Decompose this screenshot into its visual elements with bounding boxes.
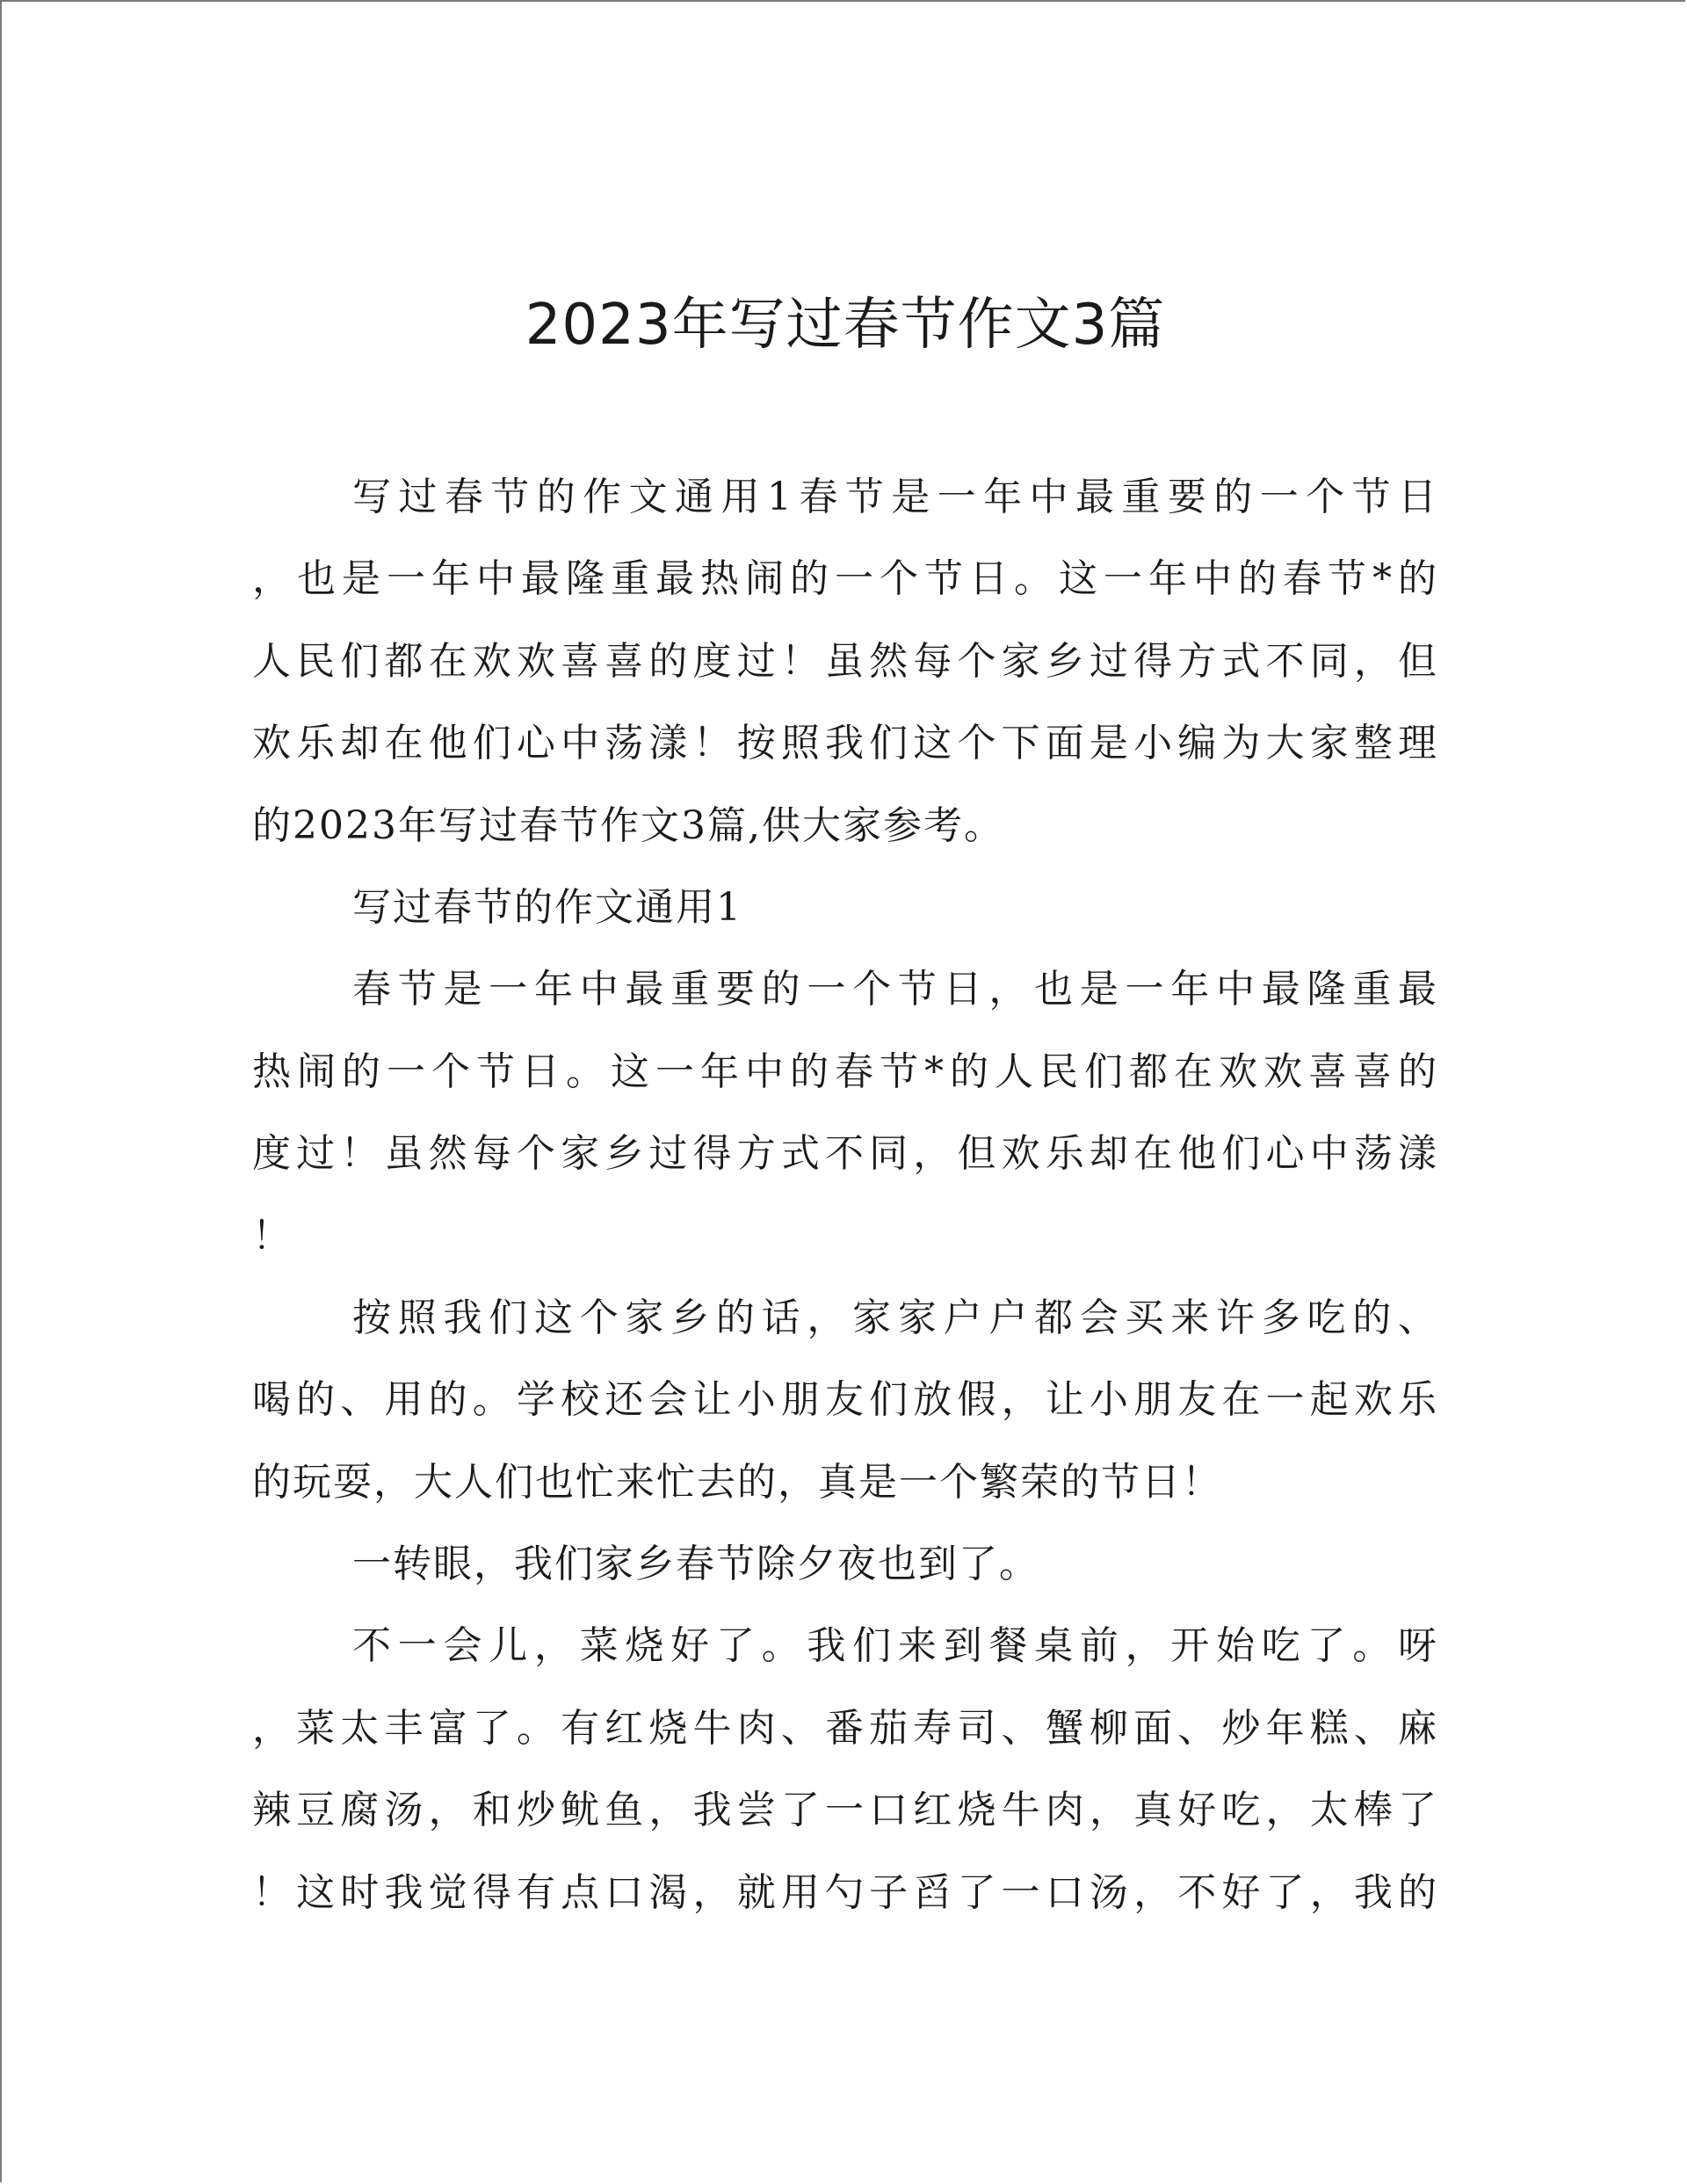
text-line: 人民们都在欢欢喜喜的度过！虽然每个家乡过得方式不同，但 xyxy=(252,638,1438,684)
text-line: 按照我们这个家乡的话，家家户户都会买来许多吃的、 xyxy=(352,1295,1438,1340)
text-line: ！这时我觉得有点口渴，就用勺子舀了一口汤，不好了，我的 xyxy=(252,1869,1438,1915)
document-title: 2023年写过春节作文3篇 xyxy=(525,293,1166,358)
text-line: 度过！虽然每个家乡过得方式不同，但欢乐却在他们心中荡漾 xyxy=(252,1131,1438,1177)
text-line: 的玩耍，大人们也忙来忙去的，真是一个繁荣的节日！ xyxy=(252,1459,1222,1505)
text-line: ！ xyxy=(252,1213,293,1259)
text-line: 欢乐却在他们心中荡漾！按照我们这个下面是小编为大家整理 xyxy=(252,721,1438,766)
text-line: 辣豆腐汤，和炒鱿鱼，我尝了一口红烧牛肉，真好吃，太棒了 xyxy=(252,1788,1438,1833)
text-line: 写过春节的作文通用1春节是一年中最重要的一个节日 xyxy=(352,475,1438,519)
text-line: 春节是一年中最重要的一个节日，也是一年中最隆重最 xyxy=(352,967,1438,1012)
text-line: 的2023年写过春节作文3篇,供大家参考。 xyxy=(252,802,1004,848)
document-body xyxy=(252,456,1438,1934)
text-line: ，也是一年中最隆重最热闹的一个节日。这一年中的春节*的 xyxy=(252,556,1438,602)
text-line: 喝的、用的。学校还会让小朋友们放假，让小朋友在一起欢乐 xyxy=(252,1377,1438,1423)
text-line: 热闹的一个节日。这一年中的春节*的人民们都在欢欢喜喜的 xyxy=(252,1048,1438,1094)
text-line: 不一会儿，菜烧好了。我们来到餐桌前，开始吃了。呀 xyxy=(352,1623,1438,1669)
text-line: ，菜太丰富了。有红烧牛肉、番茄寿司、蟹柳面、炒年糕、麻 xyxy=(252,1705,1438,1751)
text-line: 写过春节的作文通用1 xyxy=(352,884,742,930)
text-line: 一转眼，我们家乡春节除夕夜也到了。 xyxy=(352,1542,1039,1587)
